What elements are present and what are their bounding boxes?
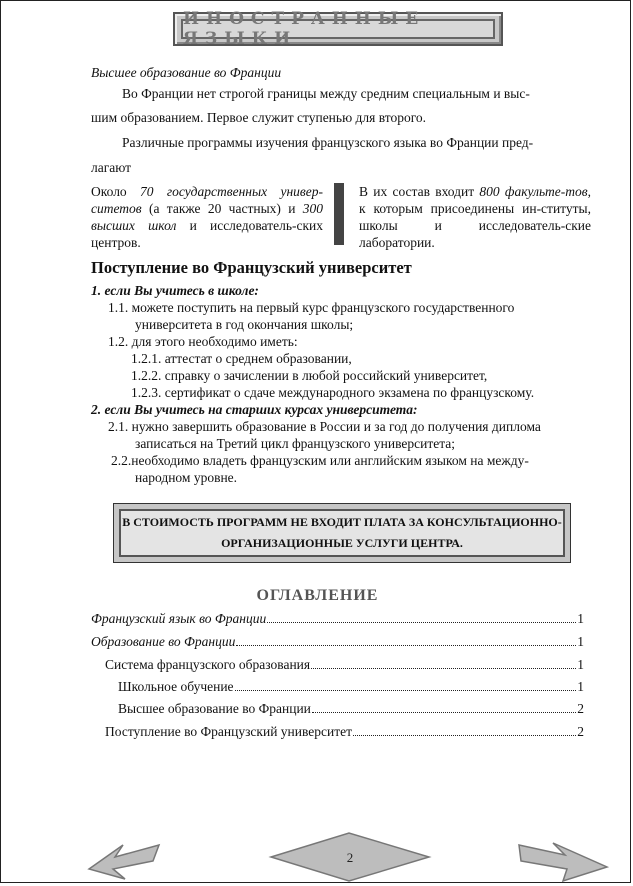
page-number: 2 — [346, 850, 354, 865]
toc-entry-label: Школьное обучение — [118, 679, 234, 694]
list-heading: 2. если Вы учитесь на старших курсах университета: — [91, 402, 418, 417]
notice-box — [113, 503, 571, 563]
toc-entry-page: 1 — [577, 657, 584, 672]
list-item: 1.2.3. сертификат о сдаче международного экзамена по французскому. — [131, 385, 535, 400]
plain-text: , к которым присоединены ин-ституты, школы и исследователь-ские лаборатории. — [359, 184, 591, 250]
toc-entry-label: Поступление во Французский университет — [105, 724, 353, 739]
right-column-text — [359, 183, 591, 251]
paragraph-1-line-2: шим образованием. Первое служит ступенью для второго. — [91, 110, 427, 125]
toc-entry[interactable] — [91, 633, 584, 650]
emphasis-text: 300 высших школ — [91, 201, 323, 233]
toc-entry-label: Французский язык во Франции — [91, 611, 267, 626]
toc-entry-page: 2 — [577, 724, 584, 739]
toc-leader-dots — [267, 610, 576, 623]
toc-leader-dots — [353, 723, 576, 736]
list-item: записаться на Третий цикл французского университета; — [135, 436, 456, 451]
toc-entry-label: Образование во Франции — [91, 634, 236, 649]
toc-entry-label: Высшее образование во Франции — [118, 701, 311, 716]
plain-text: В их состав входит — [359, 184, 480, 199]
list-heading: 1. если Вы учитесь в школе: — [91, 283, 259, 298]
section-header-frame — [181, 9, 495, 49]
toc-leader-dots — [235, 678, 577, 691]
plain-text: и исследователь-ских центров. — [91, 218, 323, 250]
list-item: 1.2.2. справку о зачислении в любой российский университет, — [131, 368, 488, 383]
admission-heading: Поступление во Французский университет — [91, 258, 412, 277]
list-item: 1.2.1. аттестат о среднем образовании, — [131, 351, 352, 366]
toc-title: ОГЛАВЛЕНИЕ — [256, 587, 379, 604]
column-divider-bar — [334, 183, 344, 245]
toc-leader-dots — [312, 700, 576, 713]
toc-leader-dots — [236, 633, 576, 646]
plain-text: Около — [91, 184, 140, 199]
list-item: 2.1. нужно завершить образование в России и за год до получения диплома — [108, 419, 541, 434]
notice-line-2: ОРГАНИЗАЦИОННЫЕ УСЛУГИ ЦЕНТРА. — [221, 536, 463, 550]
page-navigation-footer — [1, 831, 633, 886]
toc-entry-page: 1 — [577, 679, 584, 694]
two-column-block — [91, 183, 591, 251]
notice-line-1: В СТОИМОСТЬ ПРОГРАММ НЕ ВХОДИТ ПЛАТА ЗА КОНСУЛЬТАЦИОННО- — [122, 515, 562, 529]
toc-entry-page: 1 — [577, 634, 584, 649]
list-item: 1.2. для этого необходимо иметь: — [108, 334, 298, 349]
toc-leader-dots — [311, 656, 576, 669]
list-item: университета в год окончания школы; — [135, 317, 354, 332]
paragraph-2-line-2: лагают — [91, 160, 132, 175]
page-number-badge — [271, 833, 429, 881]
plain-text: (а также 20 частных) и — [141, 201, 303, 216]
emphasis-text: 800 факульте-тов — [479, 184, 588, 199]
toc-entry[interactable] — [118, 678, 584, 695]
list-item: 1.1. можете поступить на первый курс французского государственного — [108, 300, 515, 315]
section-header-title: ИНОСТРАННЫЕ ЯЗЫКИ — [183, 9, 426, 49]
left-column-text — [91, 183, 323, 251]
list-item: народном уровне. — [135, 470, 238, 485]
toc-entry[interactable] — [91, 610, 584, 627]
emphasis-text: 70 государственных универ-ситетов — [91, 184, 323, 216]
paragraph-1-line-1: Во Франции нет строгой границы между средним специальным и выс- — [122, 86, 530, 101]
toc-entry-label: Система французского образования — [105, 657, 311, 672]
notice-frame — [119, 509, 565, 557]
next-page-arrow-icon[interactable] — [519, 843, 607, 881]
toc-entry-page: 2 — [577, 701, 584, 716]
section-subtitle: Высшее образование во Франции — [91, 65, 282, 80]
toc-entry[interactable] — [118, 700, 584, 717]
toc-entry[interactable] — [105, 723, 584, 740]
toc-entry-page: 1 — [577, 611, 584, 626]
paragraph-2-line-1: Различные программы изучения французского языка во Франции пред- — [122, 135, 534, 150]
section-header-banner — [173, 9, 503, 49]
toc-entry[interactable] — [105, 656, 584, 673]
list-item: 2.2.необходимо владеть французским или английским языком на между- — [111, 453, 529, 468]
prev-page-arrow-icon[interactable] — [89, 845, 159, 879]
